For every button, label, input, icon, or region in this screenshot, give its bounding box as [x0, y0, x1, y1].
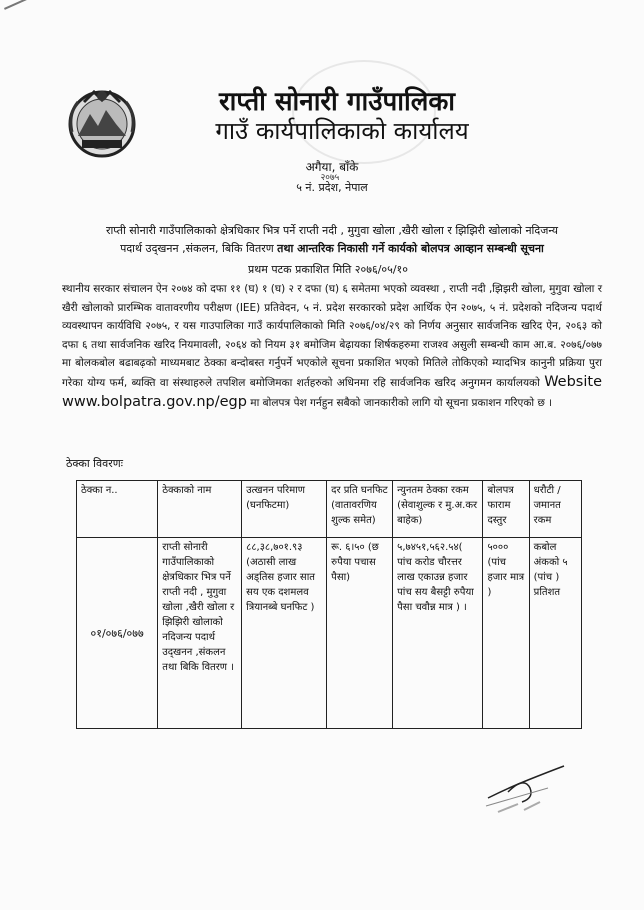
- subject-line-2: [82, 240, 582, 258]
- subject-line-2-plain: पदार्थ उद्‌खनन ,संकलन, बिकि वितरण: [120, 242, 274, 255]
- notice-subject: [82, 222, 582, 258]
- cell-form-fee: ५००० (पांच हजार मात्र ): [483, 538, 529, 729]
- subject-line-1: राप्ती सोनारी गाउँपालिकाको क्षेत्रधिकार भित्र पर्ने राप्ती नदी , मुगुवा खोला ,खैरी खोला र झिझिरी खोलाको नदिजन्य: [105, 224, 559, 237]
- publish-date: प्रथम पटक प्रकाशित मिति २०७६/०५/१०: [248, 263, 408, 276]
- header-minimum-amount: न्युनतम ठेक्का रकम (सेवाशुल्क र मु.अ.कर बाहेक): [393, 481, 483, 538]
- address-year: २०७५: [320, 173, 340, 183]
- cell-quantity: ८८,३८,७०१.९३ (अठासी लाख अड्तिस हजार सात सय एक दशमलव त्रियानब्बे घनफिट ): [242, 538, 327, 729]
- signature-icon: [478, 758, 568, 818]
- header-rate: दर प्रति घनफिट (वातावरणिय शुल्क समेत): [327, 481, 393, 538]
- contract-table: [76, 480, 582, 729]
- cell-contract-no: ०१/०७६/०७७: [77, 538, 158, 729]
- address-line-2: ५ नं. प्रदेश, नेपाल: [296, 181, 368, 194]
- details-label: ठेक्का विवरणः: [66, 457, 123, 470]
- header-deposit: धरौटी / जमानत रकम: [529, 481, 581, 538]
- header-contract-name: ठेक्काको नाम: [158, 481, 242, 538]
- address-line-1: अगैया, बाँके: [305, 160, 359, 174]
- cell-minimum-amount: ५,७४५१,५६२.५४( पांच करोड चौरत्तर लाख एकाउन्न हजार पांच सय बैसट्टी रुपैया पैसा चवौन्न मात्र ) ।: [393, 538, 483, 729]
- notice-body: [62, 280, 602, 412]
- notice-body-main: स्थानीय सरकार संचालन ऐन २०७४ को दफा ११ (घ) १ (घ) २ र दफा (घ) ६ समेतमा भएको व्यवस्था , राप्ती नदी ,झिझरी खोला, मुगुवा खोला र खैरी खोलाको प्रारम्भिक वातावरणीय परीक्षण (IEE) प्रतिवेदन, ५ नं. प्रदेश सरकारको प्रदेश आर्थिक ऐन २०७५, ५ नं. प्रदेशको नदिजन्य पदार्थ व्यवस्थापन कार्यविधि २०७५, र यस गाउपालिका गाउँ कार्यपालिकाको मिति २०७६/०४/२९ को निर्णय अनुसार सार्वजनिक खरिद ऐन, २०६३ को दफा ६ तथा सार्वजनिक खरिद नियमावली, २०६४ को नियम ३१ बमोजिम बेढ़ायका शिर्षकहरुमा राजश्व असुली सम्बन्धी काम आ.ब. २०७६/०७७ मा बोलकबोल बढाबढ़को माध्यमबाट ठेक्का बन्दोबस्त गर्नुपर्ने भएकोले सूचना प्रकाशित भएको मितिले तोकिएको म्यादभित्र कानुनी प्रक्रिया पुरा गरेका योग्य फर्म, ब्यक्ति वा संस्थाहरुले तपशिल बमोजिमका शर्तहरुको अधिनमा रहि सार्वजनिक खरिद अनुगमन कार्यालयको: [62, 283, 602, 389]
- scan-mark: [4, 0, 49, 10]
- table-row: [77, 538, 582, 729]
- subject-line-2-bold: तथा आन्तरिक निकासी गर्ने कार्यको बोलपत्र आव्हान सम्बन्धी सूचना: [277, 242, 544, 255]
- header-quantity: उत्खनन परिमाण (घनफिटमा): [242, 481, 327, 538]
- cell-rate: रू. ६।५० (छ रुपैया पचास पैसा): [327, 538, 393, 729]
- header-contract-no: ठेक्का न..: [77, 481, 158, 538]
- cell-deposit: कबोल अंकको ५ (पांच ) प्रतिशत: [529, 538, 581, 729]
- page-title: राप्ती सोनारी गाउँपालिका: [218, 87, 456, 117]
- cell-contract-name: राप्ती सोनारी गाउँपालिकाको क्षेत्रधिकार भित्र पर्ने राप्ती नदी , मुगुवा खोला ,खैरी खोला र झिझिरी खोलाको नदिजन्य पदार्थ उद्‌खनन ,संकलन तथा बिकि वितरण ।: [158, 538, 242, 729]
- header-form-fee: बोलपत्र फाराम दस्तुर: [483, 481, 529, 538]
- office-name: गाउँ कार्यपालिकाको कार्यालय: [215, 117, 469, 145]
- notice-body-tail: मा बोलपत्र पेश गर्नहुन सबैको जानकारीको लागि यो सूचना प्रकाशन गरिएको छ ।: [250, 396, 553, 409]
- website-link[interactable]: Website www.bolpatra.gov.np/egp: [62, 373, 602, 410]
- table-header-row: [77, 481, 582, 538]
